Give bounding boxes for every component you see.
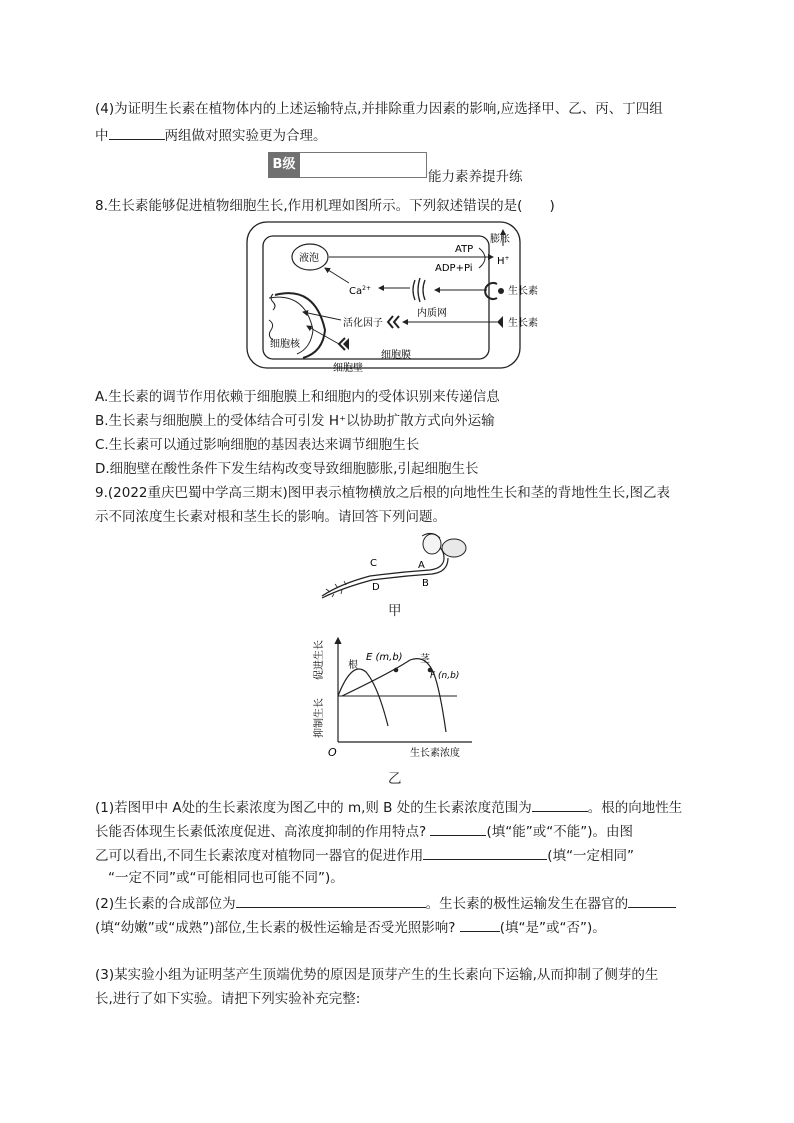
cotyledon-icon [442,539,466,557]
dna-icon [269,294,275,340]
point-e-label: E (m,b) [366,652,403,663]
figure-yi-caption: 乙 [388,771,402,787]
root-curve [338,669,388,726]
point-b-label: B [422,578,429,589]
q7-part4-line1: (4)为证明生长素在植物体内的上述运输特点,并排除重力因素的影响,应选择甲、乙、丙、丁四组 [95,101,663,117]
er-icon [413,278,425,302]
root-label: 根 [348,660,358,671]
stem-label: 茎 [420,654,430,665]
q8-option-a[interactable]: A.生长素的调节作用依赖于细胞膜上和细胞内的受体识别来传递信息 [95,389,500,405]
answer-blank[interactable] [532,797,588,812]
answer-blank[interactable] [628,893,676,908]
y-label-promote: 促进生长 [314,640,325,680]
figure-jia-caption: 甲 [388,603,402,619]
q8-option-d[interactable]: D.细胞壁在酸性条件下发生结构改变导致细胞膨胀,引起细胞生长 [95,461,479,477]
answer-blank[interactable] [423,845,547,860]
cell-mechanism-diagram [245,220,545,372]
q9-part2-line2: (填“幼嫩”或“成熟”)部位,生长素的极性运输是否受光照影响? (填“是”或“否”)。 [95,917,606,937]
y-label-inhibit: 抑制生长 [314,698,325,738]
q9-part2-line1: (2)生长素的合成部位为 。生长素的极性运输发生在器官的 [95,893,676,913]
section-badge: B级 [268,152,300,178]
q7-part4-pre: 中 [95,128,109,144]
q8-stem: 8.生长素能够促进植物细胞生长,作用机理如图所示。下列叙述错误的是( ) [95,198,555,214]
answer-blank[interactable] [236,893,426,908]
q8-option-b[interactable]: B.生长素与细胞膜上的受体结合可引发 H⁺以协助扩散方式向外运输 [95,413,495,429]
q7-part4-line2 [95,125,327,145]
seedling-figure [320,530,480,600]
swelling-label: 膨胀 [490,234,510,245]
q9-stem-line1: 9.(2022重庆巴蜀中学高三期末)图甲表示植物横放之后根的向地性生长和茎的背地性生长,图乙表 [95,485,671,501]
auxin-label-1: 生长素 [508,286,538,297]
answer-blank[interactable] [109,125,165,140]
h-ion-label: H+ [497,255,510,267]
auxin-label-2: 生长素 [508,318,538,329]
adp-label: ADP+Pi [435,263,473,274]
intracellular-receptor-icon [388,316,399,328]
x-axis-label: 生长素浓度 [410,748,460,759]
section-title: 能力素养提升练 [428,169,523,185]
auxin-response-graph [312,632,477,762]
q9-part1-line1: (1)若图甲中 A处的生长素浓度为图乙中的 m,则 B 处的生长素浓度范围为 。根的向地性生 [95,797,682,817]
q9-part3-line2: 长,进行了如下实验。请把下列实验补充完整: [95,991,361,1007]
q9-part1-line2: 长能否体现生长素低浓度促进、高浓度抑制的作用特点? (填“能”或“不能”)。由图 [95,821,633,841]
membrane-receptor-icon [485,283,497,299]
point-f-label: F (n,b) [430,671,460,681]
membrane-label: 细胞膜 [381,350,411,361]
q8-option-c[interactable]: C.生长素可以通过影响细胞的基因表达来调节细胞生长 [95,437,420,453]
section-badge-frame [300,152,427,178]
q9-part1-line4: “一定不同”或“可能相同也可能不同”)。 [108,870,344,886]
atp-label: ATP [455,244,474,255]
nucleus-label: 细胞核 [270,339,300,350]
answer-blank[interactable] [430,821,486,836]
er-label: 内质网 [417,308,447,319]
vacuole-label: 液泡 [299,253,319,264]
origin-label: O [328,746,337,759]
point-a-label: A [418,560,425,571]
point-c-label: C [370,558,377,569]
calcium-label: $Ca^{2+}$ [349,285,371,297]
q7-part4-post: 两组做对照实验更为合理。 [164,128,327,144]
q9-stem-line2: 示不同浓度生长素对根和茎生长的影响。请回答下列问题。 [95,509,446,525]
q9-part1-line3: 乙可以看出,不同生长素浓度对植物同一器官的促进作用 (填“一定相同” [95,845,634,865]
answer-blank[interactable] [460,917,500,932]
auxin-molecule-icon [497,316,503,328]
point-d-label: D [372,582,380,593]
wall-label: 细胞壁 [333,363,363,372]
point-e-marker [394,668,399,673]
q9-part3-line1: (3)某实验小组为证明茎产生顶端优势的原因是顶芽产生的生长素向下运输,从而抑制了侧芽的生 [95,967,659,983]
activation-factor-label: 活化因子 [343,318,383,329]
